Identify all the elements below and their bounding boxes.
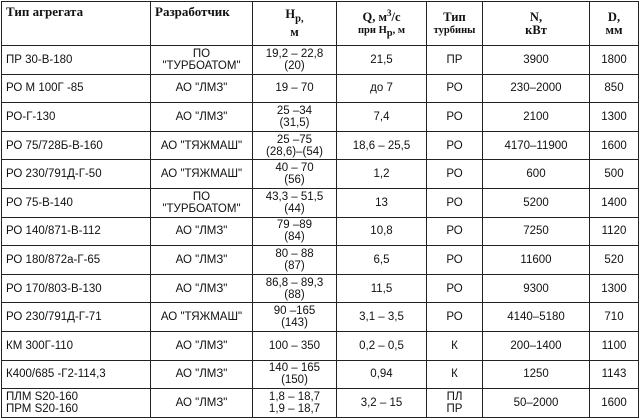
cell-power: 1250 (483, 360, 590, 389)
cell-head-line: (31,5) (279, 116, 310, 129)
cell-head-line: (143) (281, 317, 308, 330)
header-diameter: D, мм (590, 2, 639, 46)
cell-aggregate-line: РО 170/803-В-130 (6, 282, 102, 295)
cell-power: 4170–11900 (483, 131, 590, 160)
cell-aggregate (2, 74, 151, 103)
cell-power: 9300 (483, 274, 590, 303)
cell-developer-line: АО "ЛМЗ" (175, 225, 228, 238)
cell-flow: до 7 (337, 74, 427, 103)
cell-diameter: 1120 (590, 217, 639, 246)
cell-diameter: 1800 (590, 46, 639, 75)
cell-diameter: 1100 (590, 331, 639, 360)
cell-power: 11600 (483, 246, 590, 275)
cell-head (253, 360, 337, 389)
cell-head-line: (150) (281, 374, 308, 387)
cell-aggregate (2, 274, 151, 303)
cell-turbine-type (427, 217, 483, 246)
cell-developer (151, 160, 253, 189)
cell-developer (151, 360, 253, 389)
cell-developer-line: АО "ТЯЖМАШ" (160, 168, 243, 181)
cell-turbine-type (427, 131, 483, 160)
cell-head (253, 217, 337, 246)
cell-head-line: 140 – 165 (268, 362, 321, 375)
cell-aggregate-line: РО 230/791Д-Г-50 (6, 168, 102, 181)
cell-turbine-type-line: РО (446, 282, 463, 295)
cell-flow: 7,4 (337, 103, 427, 132)
cell-turbine-type (427, 360, 483, 389)
cell-aggregate (2, 160, 151, 189)
cell-turbine-type (427, 303, 483, 332)
cell-aggregate-line: ПЛМ S20-160 (6, 390, 79, 403)
cell-diameter: 1300 (590, 274, 639, 303)
cell-flow: 3,2 – 15 (337, 389, 427, 418)
cell-aggregate-line: РО 140/871-В-112 (6, 225, 101, 238)
cell-diameter: 1143 (590, 360, 639, 389)
cell-developer-line: АО "ТЯЖМАШ" (160, 311, 243, 324)
cell-developer-line: ПО (192, 47, 211, 60)
cell-developer (151, 303, 253, 332)
table-row (2, 160, 639, 189)
table-row (2, 46, 639, 75)
cell-head-line: (28,6)–(54) (266, 145, 323, 158)
cell-aggregate-line: КМ 300Г-110 (6, 339, 74, 352)
header-developer: Разработчик (151, 2, 253, 46)
cell-head-line: 1,9 – 18,7 (268, 402, 321, 415)
cell-head (253, 46, 337, 75)
table-row (2, 389, 639, 418)
cell-aggregate (2, 46, 151, 75)
cell-flow: 21,5 (337, 46, 427, 75)
cell-developer-line: "ТУРБОАТОМ" (162, 59, 241, 72)
cell-developer (151, 74, 253, 103)
table-row (2, 303, 639, 332)
cell-turbine-type-line: РО (446, 225, 463, 238)
cell-head-line: 86,8 – 89,3 (265, 276, 324, 289)
cell-aggregate (2, 360, 151, 389)
cell-head (253, 103, 337, 132)
cell-developer (151, 103, 253, 132)
cell-developer (151, 331, 253, 360)
cell-developer-line: АО "ЛМЗ" (175, 282, 228, 295)
cell-flow: 3,1 – 3,5 (337, 303, 427, 332)
cell-head-line: 100 – 350 (268, 339, 321, 352)
cell-diameter: 1400 (590, 188, 639, 217)
cell-aggregate-line: К400/685 -Г2-114,3 (6, 368, 106, 381)
cell-flow: 0,2 – 0,5 (337, 331, 427, 360)
cell-flow: 18,6 – 25,5 (337, 131, 427, 160)
cell-power: 50–2000 (483, 389, 590, 418)
cell-head-line: 79 –89 (276, 219, 313, 232)
cell-head (253, 389, 337, 418)
cell-diameter: 1600 (590, 389, 639, 418)
cell-developer-line: АО "ЛМЗ" (175, 339, 228, 352)
cell-aggregate-line: РО 75/728Б-В-160 (6, 139, 103, 152)
cell-turbine-type-line: ПР (446, 402, 463, 415)
header-aggregate: Тип агрегата (2, 2, 151, 46)
cell-turbine-type-line: РО (446, 139, 463, 152)
cell-head-line: (84) (284, 231, 305, 244)
cell-power: 230–2000 (483, 74, 590, 103)
cell-turbine-type (427, 74, 483, 103)
table-row (2, 246, 639, 275)
table-row (2, 74, 639, 103)
cell-turbine-type-line: РО (446, 110, 463, 123)
cell-turbine-type-line: К (451, 339, 458, 352)
cell-aggregate (2, 217, 151, 246)
header-head: $Н_{р,}$ м (253, 2, 337, 46)
cell-power: 5200 (483, 188, 590, 217)
cell-developer-line: АО "ЛМЗ" (175, 253, 228, 266)
cell-turbine-type-line: РО (446, 196, 463, 209)
cell-developer-line: "ТУРБОАТОМ" (162, 202, 241, 215)
table-row (2, 274, 639, 303)
cell-power: 4140–5180 (483, 303, 590, 332)
cell-aggregate (2, 103, 151, 132)
cell-head-line: 1,8 – 18,7 (268, 390, 321, 403)
cell-aggregate-line: РО М 100Г -85 (6, 82, 84, 95)
cell-developer (151, 274, 253, 303)
cell-turbine-type (427, 274, 483, 303)
table-row (2, 331, 639, 360)
cell-turbine-type-line: ПЛ (446, 390, 463, 403)
cell-aggregate-line: РО 180/872а-Г-65 (6, 253, 101, 266)
cell-flow: 11,5 (337, 274, 427, 303)
cell-head-line: 40 – 70 (275, 162, 314, 175)
cell-aggregate (2, 188, 151, 217)
header-turbine-type: Тип турбины (427, 2, 483, 46)
cell-turbine-type (427, 160, 483, 189)
cell-diameter: 1300 (590, 103, 639, 132)
cell-turbine-type-line: РО (446, 311, 463, 324)
table-row (2, 217, 639, 246)
cell-head-line: 19 – 70 (275, 82, 314, 95)
cell-flow: 0,94 (337, 360, 427, 389)
cell-head (253, 160, 337, 189)
cell-head-line: 19,2 – 22,8 (265, 47, 324, 60)
cell-developer (151, 389, 253, 418)
cell-turbine-type-line: РО (446, 253, 463, 266)
cell-aggregate (2, 389, 151, 418)
cell-developer-line: АО "ЛМЗ" (175, 396, 228, 409)
cell-diameter: 850 (590, 74, 639, 103)
cell-aggregate-line: ПР 30-В-180 (6, 53, 73, 66)
cell-developer (151, 188, 253, 217)
cell-diameter: 1600 (590, 131, 639, 160)
cell-power: 600 (483, 160, 590, 189)
cell-aggregate-line: РО-Г-130 (6, 110, 56, 123)
cell-developer (151, 46, 253, 75)
turbine-specs-table (1, 1, 639, 418)
cell-head (253, 74, 337, 103)
cell-turbine-type (427, 188, 483, 217)
cell-power: 7250 (483, 217, 590, 246)
cell-head (253, 274, 337, 303)
cell-diameter: 710 (590, 303, 639, 332)
cell-head-line: 43,3 – 51,5 (265, 190, 324, 203)
cell-head (253, 246, 337, 275)
cell-turbine-type (427, 389, 483, 418)
table-row (2, 360, 639, 389)
cell-aggregate (2, 331, 151, 360)
cell-developer-line: АО "ЛМЗ" (175, 110, 228, 123)
cell-developer (151, 246, 253, 275)
header-row (2, 2, 639, 46)
cell-flow: 1,2 (337, 160, 427, 189)
cell-developer-line: ПО (192, 190, 211, 203)
cell-developer-line: АО "ТЯЖМАШ" (160, 139, 243, 152)
cell-aggregate (2, 131, 151, 160)
cell-aggregate-line: РО 75-В-140 (6, 196, 73, 209)
table-row (2, 131, 639, 160)
cell-flow: 10,8 (337, 217, 427, 246)
cell-head (253, 303, 337, 332)
table-body (2, 46, 639, 418)
cell-head-line: 80 – 88 (275, 247, 314, 260)
table-row (2, 103, 639, 132)
cell-head-line: (20) (284, 59, 305, 72)
cell-aggregate (2, 246, 151, 275)
cell-developer (151, 217, 253, 246)
cell-power: 2100 (483, 103, 590, 132)
cell-turbine-type-line: РО (446, 82, 463, 95)
cell-power: 200–1400 (483, 331, 590, 360)
cell-turbine-type-line: РО (446, 168, 463, 181)
cell-developer-line: АО "ЛМЗ" (175, 82, 228, 95)
cell-turbine-type (427, 246, 483, 275)
table-row (2, 188, 639, 217)
cell-turbine-type (427, 103, 483, 132)
cell-turbine-type (427, 331, 483, 360)
header-power: N, кВт (483, 2, 590, 46)
cell-head (253, 188, 337, 217)
cell-developer-line: АО "ЛМЗ" (175, 368, 228, 381)
cell-diameter: 500 (590, 160, 639, 189)
cell-power: 3900 (483, 46, 590, 75)
cell-head-line: (87) (284, 259, 305, 272)
cell-aggregate-line: РО 230/791Д-Г-71 (6, 311, 102, 324)
cell-head-line: 90 –165 (273, 305, 316, 318)
cell-head-line: (44) (284, 202, 305, 215)
cell-aggregate (2, 303, 151, 332)
cell-head (253, 131, 337, 160)
cell-flow: 6,5 (337, 246, 427, 275)
cell-head (253, 331, 337, 360)
cell-turbine-type-line: К (451, 368, 458, 381)
cell-head-line: 25 –75 (276, 133, 313, 146)
cell-developer (151, 131, 253, 160)
cell-head-line: (88) (284, 288, 305, 301)
cell-turbine-type-line: ПР (446, 53, 463, 66)
cell-aggregate-line: ПРМ S20-160 (6, 402, 79, 415)
cell-head-line: (56) (284, 174, 305, 187)
header-flow: Q, $м^3/с$ при Нр, м (337, 2, 427, 46)
cell-diameter: 520 (590, 246, 639, 275)
cell-head-line: 25 –34 (276, 104, 313, 117)
cell-flow: 13 (337, 188, 427, 217)
cell-turbine-type (427, 46, 483, 75)
